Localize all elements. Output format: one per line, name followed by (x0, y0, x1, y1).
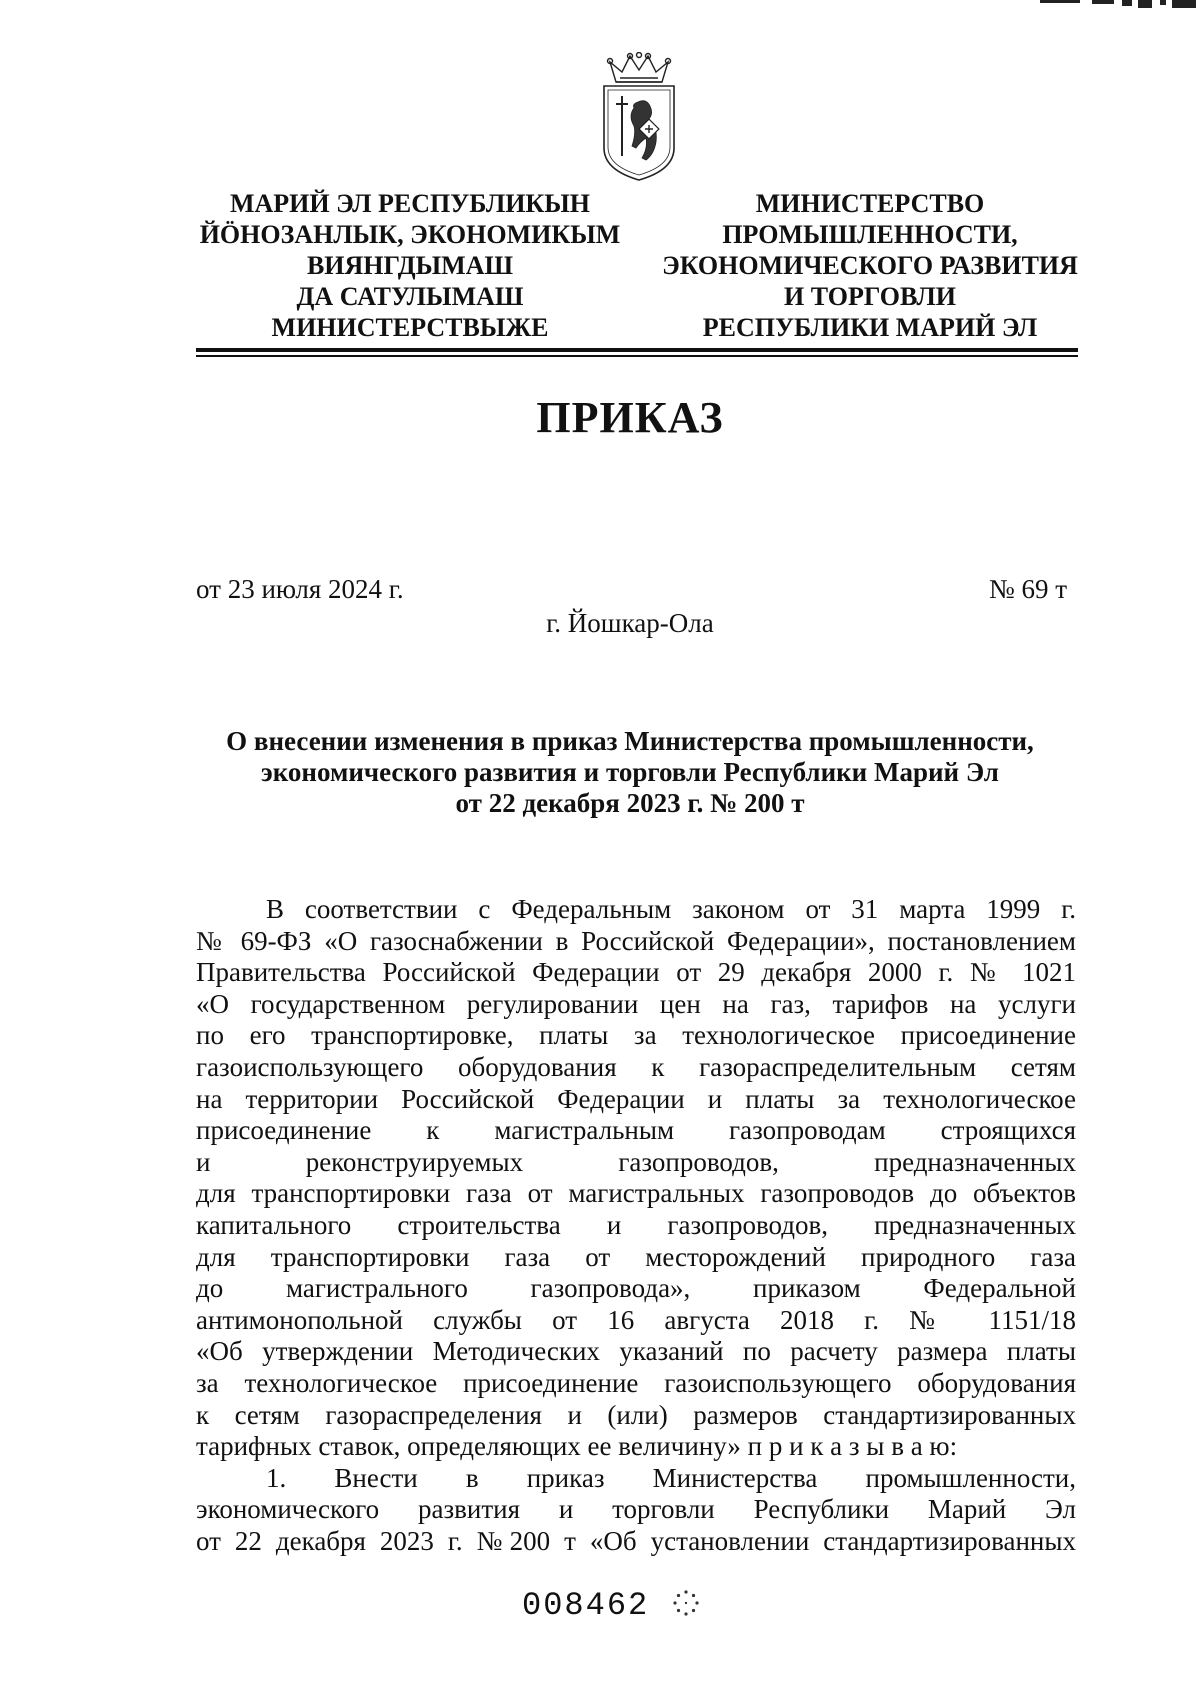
document-type-title: ПРИКАЗ (536, 393, 724, 442)
body-line: для транспортировки газа от магистральных газопроводов до объектов (196, 1178, 1076, 1209)
subject-line: от 22 декабря 2023 г. № 200 т (455, 788, 805, 818)
coat-of-arms-icon (594, 52, 684, 184)
subject-line: О внесении изменения в приказ Министерства промышленности, (226, 726, 1034, 756)
header-left-line: МАРИЙ ЭЛ РЕСПУБЛИКЫН (229, 189, 591, 218)
body-line: В соответствии с Федеральным законом от 31 марта 1999 г. (266, 894, 1076, 924)
header-left-line: ДА САТУЛЫМАШ (296, 282, 524, 311)
body-line: и реконструируемых газопроводов, предназначенных (196, 1146, 1076, 1177)
header-left-line: ЙӦНОЗАНЛЫК, ЭКОНОМИКЫМ (199, 220, 621, 249)
document-body (196, 894, 1076, 1557)
body-line: по его транспортировке, платы за технологическое присоединение (196, 1020, 1076, 1051)
header-left-line: МИНИСТЕРСТВЫЖЕ (271, 313, 549, 342)
body-line: для транспортировки газа от месторождений природного газа (196, 1241, 1076, 1272)
document-date: от 23 июля 2024 г. (196, 574, 404, 604)
body-line: № 69-ФЗ «О газоснабжении в Российской Федерации», постановлением (196, 925, 1076, 956)
body-line: за технологическое присоединение газоиспользующего оборудования (196, 1367, 1076, 1398)
body-line: тарифных ставок, определяющих ее величину» п р и к а з ы в а ю: (196, 1431, 958, 1462)
body-line: «Об утверждении Методических указаний по расчету размера платы (196, 1336, 1076, 1367)
scan-corner-mark (1040, 0, 1200, 10)
header-right-line: ЭКОНОМИЧЕСКОГО РАЗВИТИЯ (662, 251, 1078, 280)
body-paragraph-2 (196, 1463, 1076, 1558)
body-line: экономического развития и торговли Республики Марий Эл (196, 1494, 1076, 1525)
subject-line: экономического развития и торговли Республики Марий Эл (261, 757, 999, 787)
body-line: Правительства Российской Федерации от 29 декабря 2000 г. № 1021 (196, 957, 1076, 988)
body-line: 1. Внести в приказ Министерства промышленности, (266, 1462, 1076, 1493)
header-right-line: МИНИСТЕРСТВО (755, 189, 985, 218)
body-line: капитального строительства и газопроводов, предназначенных (196, 1209, 1076, 1240)
body-line: к сетям газораспределения и (или) размеров стандартизированных (196, 1399, 1076, 1430)
body-line: на территории Российской Федерации и платы за технологическое (196, 1083, 1076, 1114)
body-line: газоиспользующего оборудования к газораспределительным сетям (196, 1051, 1076, 1082)
body-line: присоединение к магистральным газопроводам строящихся (196, 1115, 1076, 1146)
footer-serial-number: 008462 (522, 1587, 650, 1624)
body-line: антимонопольной службы от 16 августа 2018 г. № 1151/18 (196, 1304, 1076, 1335)
header-right-line: РЕСПУБЛИКИ МАРИЙ ЭЛ (702, 313, 1038, 342)
document-number: № 69 т (988, 574, 1067, 604)
header-left-block (190, 188, 630, 343)
header-divider-thick (196, 348, 1078, 352)
header-right-line: И ТОРГОВЛИ (784, 282, 956, 311)
header-divider-thin (196, 355, 1078, 357)
header-right-line: ПРОМЫШЛЕННОСТИ, (722, 220, 1018, 249)
document-subject-title (150, 726, 1110, 819)
body-line: от 22 декабря 2023 г. №200 т «Об установлении стандартизированных (196, 1525, 1076, 1556)
header-left-line: ВИЯНГДЫМАШ (306, 251, 514, 280)
body-line: до магистрального газопровода», приказом Федеральной (196, 1273, 1076, 1304)
header-right-block (660, 188, 1080, 343)
body-paragraph-1 (196, 894, 1076, 1463)
seal-dots-icon (672, 1589, 700, 1617)
document-city: г. Йошкар-Ола (546, 608, 714, 638)
body-line: «О государственном регулировании цен на газ, тарифов на услуги (196, 988, 1076, 1019)
